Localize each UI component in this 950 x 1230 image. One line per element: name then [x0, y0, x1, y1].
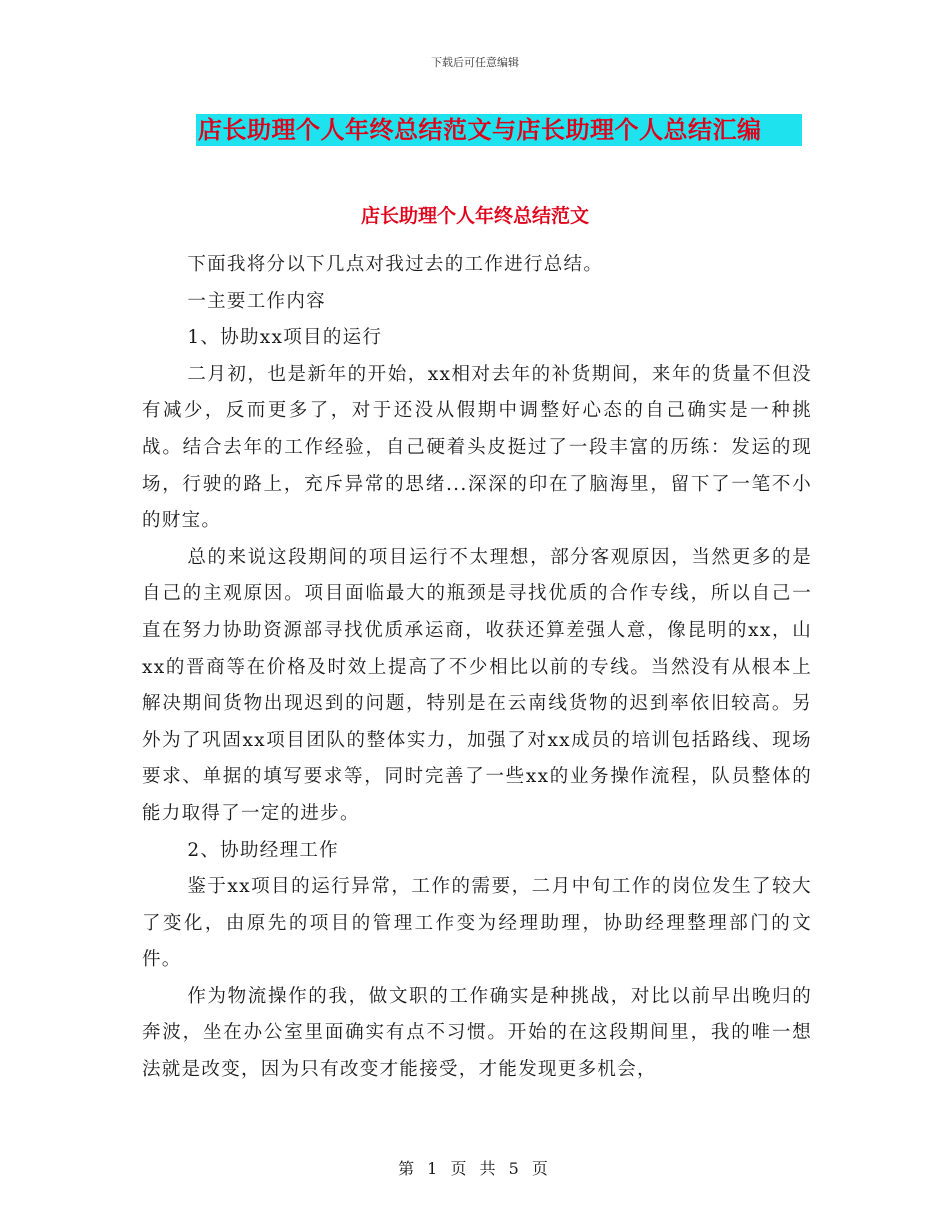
section-title: 店长助理个人年终总结范文: [360, 205, 589, 227]
paragraph-challenge: 作为物流操作的我，做文职的工作确实是种挑战，对比以前早出晚归的奔波，坐在办公室里面确实有点不习惯。开始的在这段期间里，我的唯一想法就是改变，因为只有改变才能接受，才能发现更多机会，: [142, 985, 812, 1081]
heading-main-work: 一主要工作内容: [187, 290, 326, 312]
document-title: 店长助理个人年终总结范文与店长助理个人总结汇编: [196, 114, 802, 146]
header-note: 下载后可任意编辑: [431, 56, 519, 69]
paragraph-february: 二月初，也是新年的开始，xx相对去年的补货期间，来年的货量不但没有减少，反而更多了，对于还没从假期中调整好心态的自己确实是一种挑战。结合去年的工作经验，自己硬着头皮挺过了一段丰富的历练：发运的现场，行驶的路上，充斥异常的思绪...深深的印在了脑海里，留下了一笔不小的财宝。: [142, 363, 812, 532]
document-body: [142, 247, 812, 1089]
paragraph-role-change: 鉴于xx项目的运行异常，工作的需要，二月中旬工作的岗位发生了较大了变化，由原先的项目的管理工作变为经理助理，协助经理整理部门的文件。: [142, 876, 812, 971]
paragraph-intro: 下面我将分以下几点对我过去的工作进行总结。: [187, 254, 604, 275]
page-footer: 第 1 页 共 5 页: [398, 1159, 552, 1178]
paragraph-summary: 总的来说这段期间的项目运行不太理想，部分客观原因，当然更多的是自己的主观原因。项目面临最大的瓶颈是寻找优质的合作专线，所以自己一直在努力协助资源部寻找优质承运商，收获还算差强人意，像昆明的xx，山xx的晋商等在价格及时效上提高了不少相比以前的专线。当然没有从根本上解决期间货物出现迟到的问题，特别是在云南线货物的迟到率依旧较高。另外为了巩固xx项目团队的整体实力，加强了对xx成员的培训包括路线、现场要求、单据的填写要求等，同时完善了一些xx的业务操作流程，队员整体的能力取得了一定的进步。: [142, 546, 812, 824]
heading-item-1: 1、协助xx项目的运行: [187, 327, 383, 349]
heading-item-2: 2、协助经理工作: [187, 839, 339, 861]
